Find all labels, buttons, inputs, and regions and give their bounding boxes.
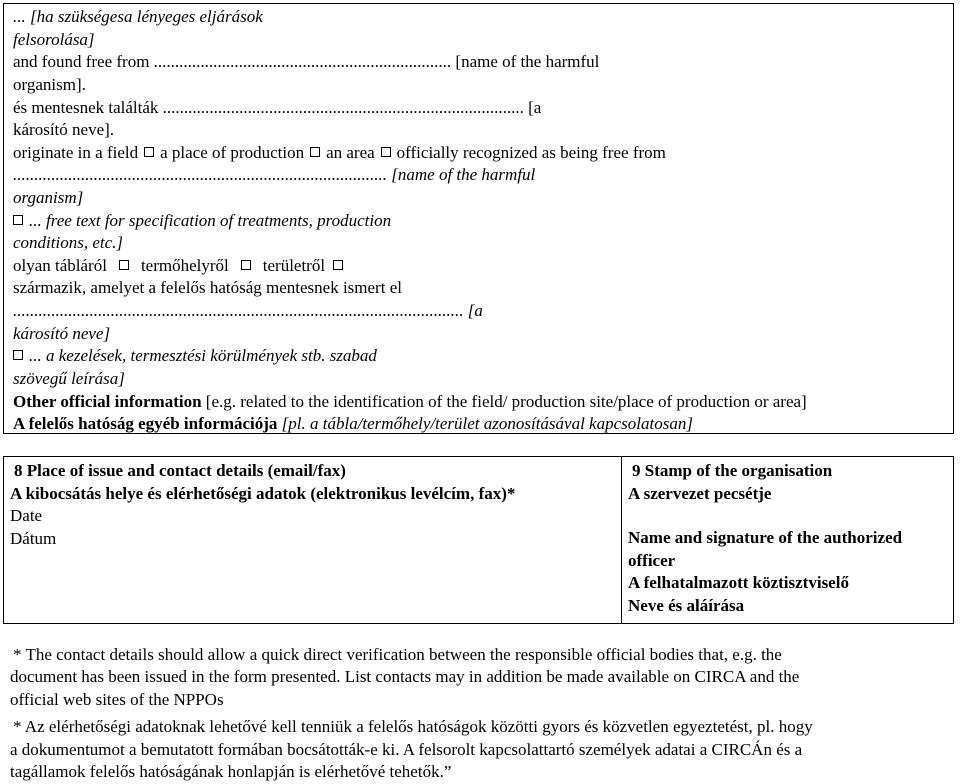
box9-heading-hu: A szervezet pecsétje	[628, 483, 772, 503]
other-info-en	[13, 391, 807, 413]
option-label: területről	[262, 256, 326, 275]
date-label: Date	[10, 506, 43, 525]
treatment-checkbox[interactable]	[13, 215, 23, 225]
text-line: ... [ha szükségesa lényeges eljárások	[13, 7, 263, 26]
text-line: származik, amelyet a felelős hatóság mentesnek ismert el	[13, 278, 402, 297]
option-label: originate in a field	[13, 143, 139, 162]
box9-heading: 9 Stamp of the organisation	[632, 461, 833, 480]
option-label: olyan tábláról	[13, 256, 107, 275]
treatment-option-hu	[13, 345, 377, 367]
box8-heading-hu: A kibocsátás helye és elérhetőségi adatok (elektronikus levélcím, fax)*	[10, 483, 516, 503]
signature-label-cont: officer	[628, 550, 676, 570]
box8-place-of-issue	[10, 460, 610, 550]
text-line: károsító neve].	[13, 120, 115, 139]
signature-label: Name and signature of the authorized	[628, 528, 903, 547]
text-line: ........................................................................................ [name of the harmful	[13, 165, 536, 184]
box8-heading: 8 Place of issue and contact details (email/fax)	[14, 461, 346, 480]
option-label: ... free text for specification of treatments, production	[29, 211, 392, 230]
treatment-option-en	[13, 210, 391, 232]
text-line: felsorolása]	[13, 30, 95, 49]
signature-label-hu-cont: Neve és aláírása	[628, 595, 745, 615]
text-line: és mentesnek találták ..................................................................................... [a	[13, 98, 542, 117]
option-label: ... a kezelések, termesztési körülmények stb. szabad	[29, 346, 377, 365]
origin-options-hu	[13, 255, 351, 277]
footnote-line: official web sites of the NPPOs	[10, 690, 224, 709]
other-info-hu	[13, 413, 693, 435]
other-info-text: [e.g. related to the identification of the field/ production site/place of production or area]	[201, 392, 807, 411]
option-label: a place of production	[160, 143, 305, 162]
box9-stamp	[628, 460, 953, 617]
footnote-line: * Az elérhetőségi adatoknak lehetővé kell tenniük a felelős hatóságok közötti gyors és közvetlen egyeztetést, pl. hogy	[13, 717, 813, 736]
option-label: an area	[326, 143, 375, 162]
text-line: organism]	[13, 188, 84, 207]
text-line: and found free from ...................................................................... [name of the harmful	[13, 52, 600, 71]
tabla-checkbox[interactable]	[119, 260, 129, 270]
field-checkbox[interactable]	[144, 147, 154, 157]
area-checkbox[interactable]	[381, 147, 391, 157]
option-label: termőhelyről	[140, 256, 229, 275]
text-line: organism].	[13, 75, 86, 94]
terulet-checkbox[interactable]	[333, 260, 343, 270]
text-line: .......................................................................................................... [a	[13, 301, 483, 320]
issue-stamp-box	[3, 456, 954, 624]
option-label: officially recognized as being free from	[396, 143, 666, 162]
text-line: szövegű leírása]	[13, 369, 125, 388]
footnote-line: a dokumentumot a bemutatott formában bocsátották-e ki. A felsorolt kapcsolattartó személyek adatai a CIRCÁn és a	[10, 740, 803, 759]
other-info-heading: Other official information	[13, 392, 202, 411]
spacer	[628, 505, 953, 527]
termohely-checkbox[interactable]	[241, 260, 251, 270]
treatment-hu-checkbox[interactable]	[13, 350, 23, 360]
origin-options-en	[13, 142, 666, 164]
text-line: conditions, etc.]	[13, 233, 124, 252]
footnote-line: document has been issued in the form presented. List contacts may in addition be made available on CIRCA and the	[10, 667, 800, 686]
signature-label-hu: A felhatalmazott köztisztviselő	[628, 573, 849, 592]
text-line: károsító neve]	[13, 324, 111, 343]
treatment-section-box	[3, 3, 954, 434]
footnote-line: tagállamok felelős hatóságának honlapján is elérhetővé tehetők.”	[10, 762, 452, 781]
date-label-hu: Dátum	[10, 528, 57, 548]
production-place-checkbox[interactable]	[310, 147, 320, 157]
column-divider	[621, 457, 622, 623]
footnote-line: * The contact details should allow a quick direct verification between the responsible official bodies that, e.g. the	[13, 645, 782, 664]
other-info-text-hu: [pl. a tábla/termőhely/terület azonosításával kapcsolatosan]	[277, 414, 693, 433]
other-info-heading-hu: A felelős hatóság egyéb információja	[13, 414, 278, 433]
